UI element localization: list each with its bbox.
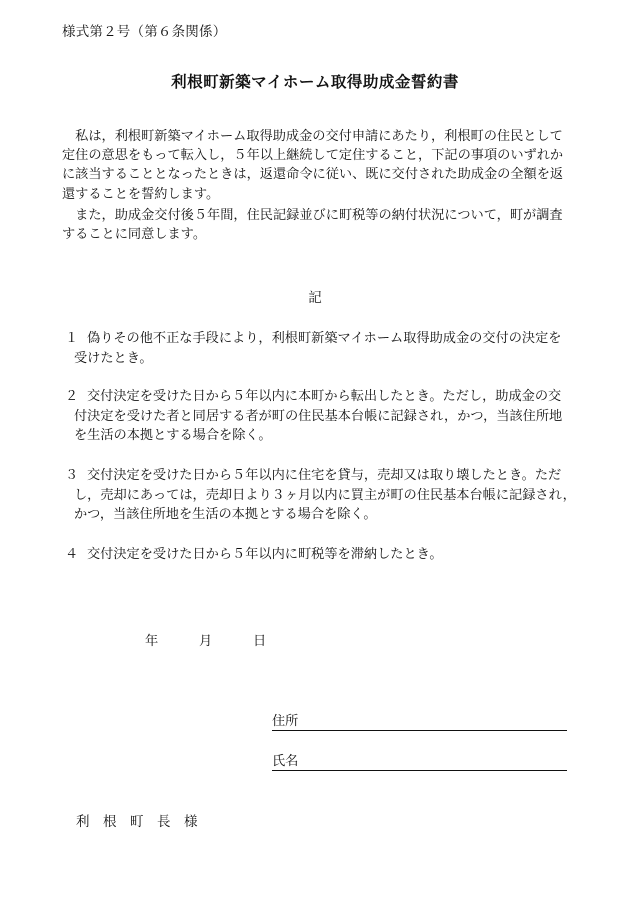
- paragraph-line: また，助成金交付後５年間，住民記録並びに町税等の納付状況について，町が調査: [62, 208, 563, 223]
- item-text: 交付決定を受けた日から５年以内に町税等を滞納したとき。: [87, 547, 443, 562]
- item-text: かつ，当該住所地を生活の本拠とする場合を除く。: [74, 507, 377, 523]
- item-text: 受けたとき。: [74, 350, 153, 366]
- paragraph-line: に該当することとなったときは，返還命令に従い、既に交付された助成金の全額を返: [62, 167, 564, 183]
- date-year-label: 年: [145, 634, 159, 649]
- pledge-paragraph-1: [62, 127, 570, 204]
- item-text: 交付決定を受けた日から５年以内に住宅を貸与，売却又は取り壊したとき。ただ: [87, 468, 562, 483]
- condition-item-2: [65, 387, 575, 446]
- item-text: 偽りその他不正な手段により，利根町新築マイホーム取得助成金の交付の決定を: [87, 331, 562, 346]
- item-text: し，売却にあっては，売却日より３ヶ月以内に買主が町の住民基本台帳に記録され，: [74, 487, 576, 503]
- item-number: １: [65, 331, 79, 346]
- paragraph-line: 還することを誓約します。: [62, 186, 220, 202]
- ki-heading: 記: [308, 290, 322, 306]
- name-label: 氏名: [272, 754, 299, 769]
- item-number: ３: [65, 468, 79, 483]
- item-text: 付決定を受けた者と同居する者が町の住民基本台帳に記録され，かつ，当該住所地: [74, 408, 563, 424]
- paragraph-line: 私は，利根町新築マイホーム取得助成金の交付申請にあたり，利根町の住民として: [62, 129, 563, 144]
- date-month-label: 月: [199, 634, 213, 649]
- pledge-paragraph-2: [62, 206, 570, 244]
- paragraph-line: 定住の意思をもって転入し，５年以上継続して定住すること，下記の事項のいずれか: [62, 148, 564, 164]
- condition-item-1: [65, 329, 575, 368]
- address-field[interactable]: [272, 710, 567, 731]
- condition-item-3: [65, 466, 575, 525]
- addressee: 利 根 町 長 様: [76, 814, 198, 830]
- paragraph-line: することに同意します。: [62, 227, 207, 243]
- date-day-label: 日: [253, 634, 267, 649]
- address-label: 住所: [272, 714, 299, 729]
- form-number: 様式第２号（第６条関係）: [62, 24, 227, 40]
- item-text: を生活の本拠とする場合を除く。: [74, 428, 272, 444]
- item-number: ２: [65, 389, 79, 404]
- item-text: 交付決定を受けた日から５年以内に本町から転出したとき。ただし，助成金の交: [87, 389, 562, 404]
- name-field[interactable]: [272, 750, 567, 771]
- item-number: ４: [65, 547, 79, 562]
- document-title: 利根町新築マイホーム取得助成金誓約書: [171, 72, 459, 91]
- condition-item-4: [65, 545, 575, 565]
